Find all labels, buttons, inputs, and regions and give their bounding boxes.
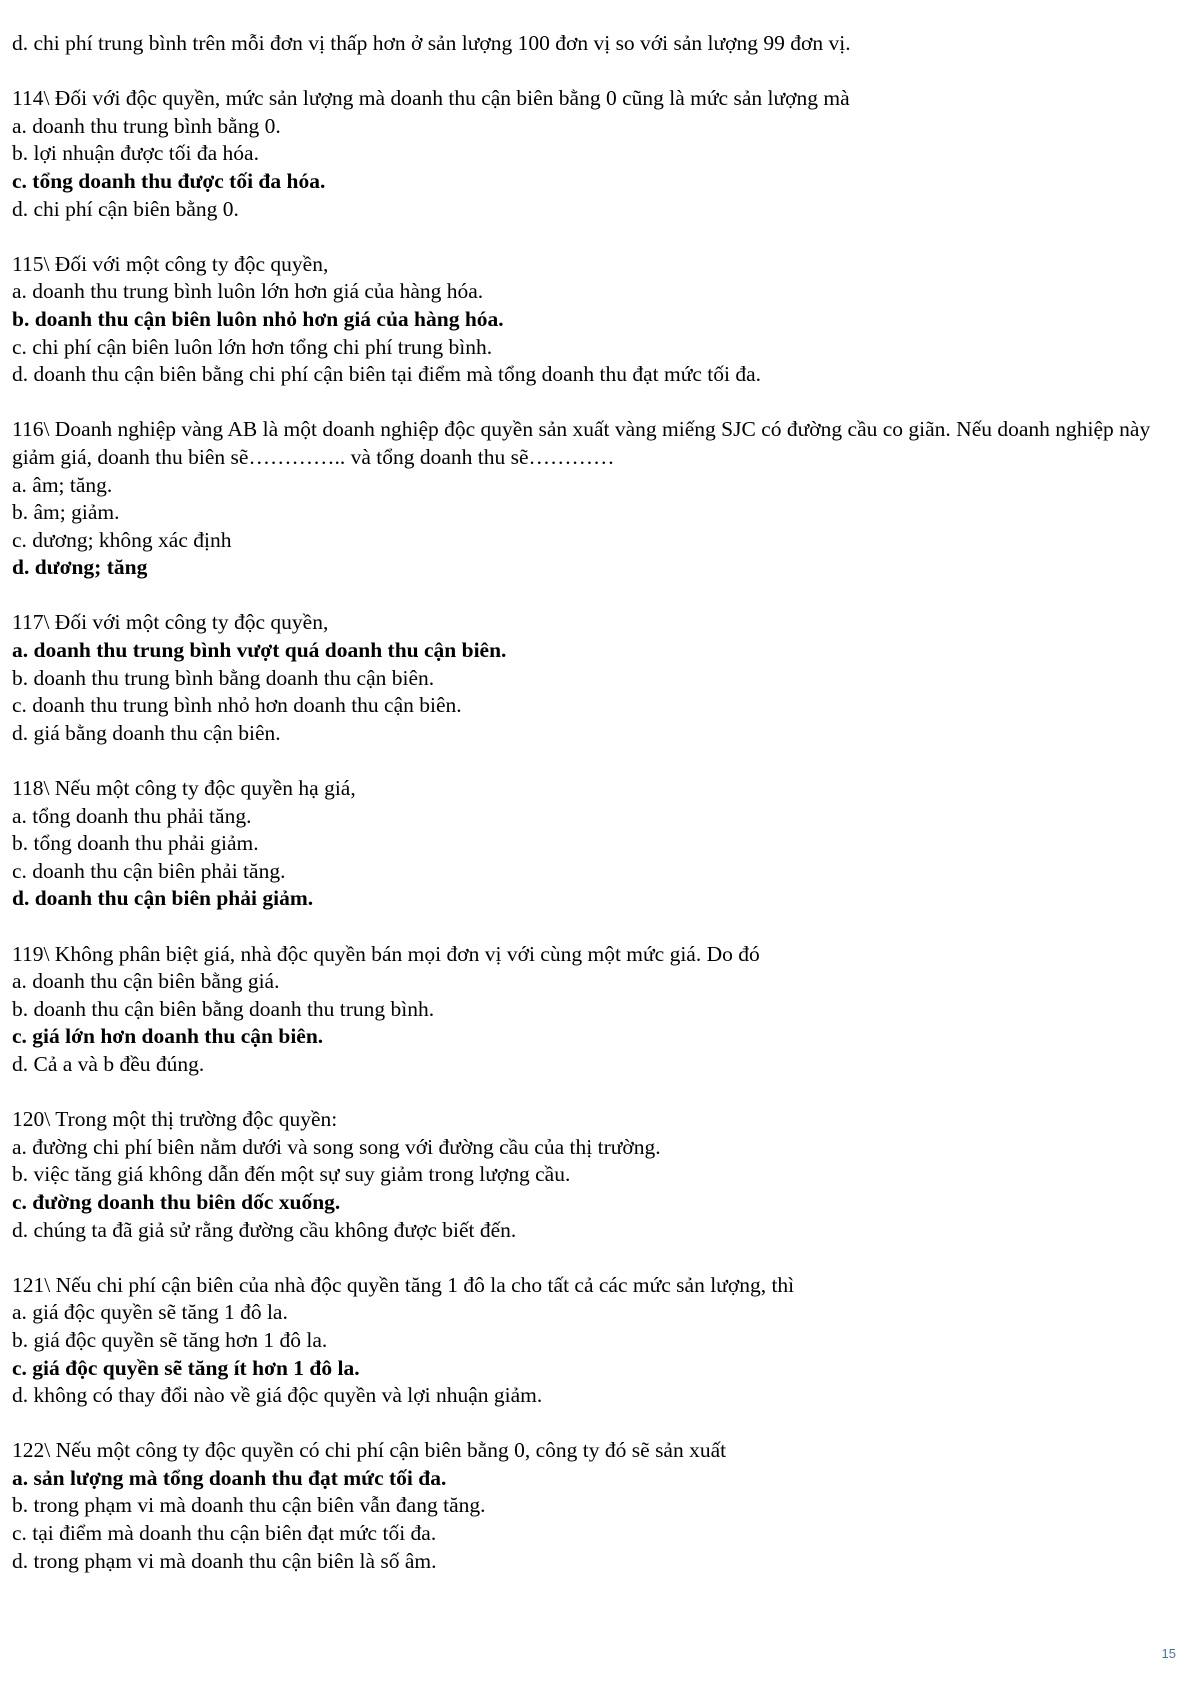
question-stem: 115\ Đối với một công ty độc quyền, [12,251,329,276]
answer-option-correct: c. giá độc quyền sẽ tăng ít hơn 1 đô la. [12,1355,360,1380]
question-stem: 120\ Trong một thị trường độc quyền: [12,1107,338,1132]
answer-option: b. âm; giảm. [12,500,120,525]
answer-option-correct: b. doanh thu cận biên luôn nhỏ hơn giá của hàng hóa. [12,306,504,331]
question-block [12,1437,1178,1575]
lead-answer: d. chi phí trung bình trên mỗi đơn vị thấp hơn ở sản lượng 100 đơn vị so với sản lượng 99 đơn vị. [12,31,851,55]
document-body [12,30,1178,1575]
answer-option: a. đường chi phí biên nằm dưới và song song với đường cầu của thị trường. [12,1134,661,1159]
answer-option: a. âm; tăng. [12,472,113,497]
question-block [12,775,1178,913]
answer-option: b. tổng doanh thu phải giảm. [12,831,259,856]
answer-option-correct: c. đường doanh thu biên dốc xuống. [12,1189,341,1214]
answer-option-correct: c. tổng doanh thu được tối đa hóa. [12,168,326,193]
answer-option: c. dương; không xác định [12,527,232,552]
page-number: 15 [1161,1646,1176,1661]
answer-option: b. giá độc quyền sẽ tăng hơn 1 đô la. [12,1327,328,1352]
question-block [12,1106,1178,1244]
question-stem: 122\ Nếu một công ty độc quyền có chi phí cận biên bằng 0, công ty đó sẽ sản xuất [12,1438,727,1463]
question-block [12,609,1178,747]
answer-option: d. trong phạm vi mà doanh thu cận biên là số âm. [12,1548,437,1573]
answer-option: c. tại điểm mà doanh thu cận biên đạt mức tối đa. [12,1521,437,1546]
answer-option: d. giá bằng doanh thu cận biên. [12,720,281,745]
answer-option-correct: c. giá lớn hơn doanh thu cận biên. [12,1024,324,1049]
answer-option: c. doanh thu trung bình nhỏ hơn doanh thu cận biên. [12,693,462,718]
answer-option: a. tổng doanh thu phải tăng. [12,803,252,828]
question-list [12,85,1178,1575]
question-block [12,941,1178,1079]
answer-option: a. giá độc quyền sẽ tăng 1 đô la. [12,1300,288,1325]
answer-option: b. trong phạm vi mà doanh thu cận biên vẫn đang tăng. [12,1493,486,1518]
answer-option-correct: a. sản lượng mà tổng doanh thu đạt mức tối đa. [12,1465,447,1490]
question-block [12,85,1178,223]
answer-option: d. chúng ta đã giả sử rằng đường cầu không được biết đến. [12,1217,517,1242]
answer-option: a. doanh thu trung bình luôn lớn hơn giá của hàng hóa. [12,279,484,304]
answer-option: a. doanh thu cận biên bằng giá. [12,969,280,994]
question-stem: 121\ Nếu chi phí cận biên của nhà độc quyền tăng 1 đô la cho tất cả các mức sản lượng, thì [12,1272,795,1297]
answer-option: b. doanh thu cận biên bằng doanh thu trung bình. [12,996,435,1021]
answer-option: b. lợi nhuận được tối đa hóa. [12,141,259,166]
question-stem: 118\ Nếu một công ty độc quyền hạ giá, [12,776,356,801]
question-block [12,1272,1178,1410]
question-stem: 116\ Doanh nghiệp vàng AB là một doanh nghiệp độc quyền sản xuất vàng miếng SJC có đường cầu co giãn. Nếu doanh nghiệp này giảm giá, doanh thu biên sẽ………….. và tổng doanh thu sẽ………… [12,417,1151,469]
answer-option: c. chi phí cận biên luôn lớn hơn tổng chi phí trung bình. [12,334,493,359]
answer-option: a. doanh thu trung bình bằng 0. [12,113,281,138]
answer-option: d. doanh thu cận biên bằng chi phí cận biên tại điểm mà tổng doanh thu đạt mức tối đa. [12,362,762,387]
question-block [12,251,1178,389]
question-stem: 117\ Đối với một công ty độc quyền, [12,610,329,635]
answer-option: d. chi phí cận biên bằng 0. [12,196,239,221]
question-stem: 114\ Đối với độc quyền, mức sản lượng mà doanh thu cận biên bằng 0 cũng là mức sản lượng mà [12,86,850,111]
answer-option: d. Cả a và b đều đúng. [12,1051,205,1076]
answer-option: b. doanh thu trung bình bằng doanh thu cận biên. [12,665,435,690]
answer-option: d. không có thay đổi nào về giá độc quyền và lợi nhuận giảm. [12,1383,543,1408]
answer-option-correct: a. doanh thu trung bình vượt quá doanh thu cận biên. [12,638,507,663]
question-stem: 119\ Không phân biệt giá, nhà độc quyền bán mọi đơn vị với cùng một mức giá. Do đó [12,941,760,966]
answer-option: c. doanh thu cận biên phải tăng. [12,858,286,883]
question-block [12,416,1178,582]
answer-option-correct: d. dương; tăng [12,555,148,580]
answer-option-correct: d. doanh thu cận biên phải giảm. [12,886,314,911]
answer-option: b. việc tăng giá không dẫn đến một sự suy giảm trong lượng cầu. [12,1162,571,1187]
